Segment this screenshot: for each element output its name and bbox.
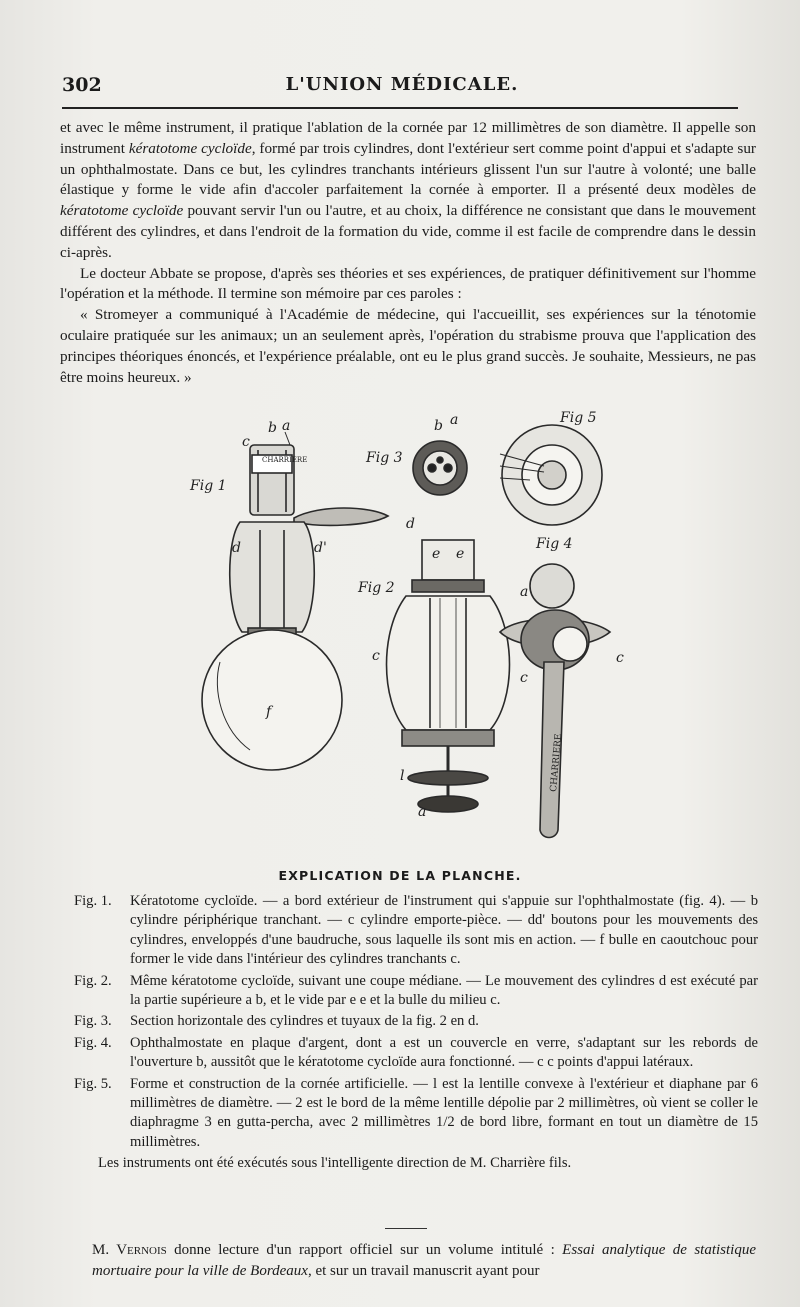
- label-c-fig1: c: [242, 434, 250, 450]
- fig5-label: Fig 5: [560, 410, 597, 426]
- fig1-label: Fig 1: [190, 478, 227, 494]
- plate-drawing: [100, 400, 700, 840]
- label-f-fig1: f: [266, 704, 272, 720]
- maker-stamp-fig4: CHARRIERE: [549, 733, 565, 793]
- fig2-label: Fig 2: [358, 580, 395, 596]
- book-title: Essai analytique de statistique mortuaire pour la ville de Bordeaux: [92, 1242, 756, 1279]
- explanation-list: [74, 892, 758, 1174]
- section-divider: [385, 1228, 427, 1229]
- label-a-fig3: a: [450, 412, 459, 428]
- label-d2-fig1: d': [314, 540, 327, 556]
- paragraph-2: Le docteur Abbate se propose, d'après ses théories et ses expériences, de pratiquer définitivement sur l'homme l'opération et la méthode. Il termine son mémoire par ces paroles :: [60, 264, 756, 303]
- article-body: [60, 118, 756, 388]
- closing-paragraph: M. Vernois donne lecture d'un rapport officiel sur un volume intitulé : Essai analytique de statistique mortuaire pour la ville de Bordeaux, et sur un travail manuscrit ayant pour: [92, 1242, 756, 1279]
- paragraph-1: et avec le même instrument, il pratique l'ablation de la cornée par 12 millimètres de son diamètre. Il appelle son instrument kératotome cycloïde, formé par trois cylindres, dont l'extérieur sert comme point d'appui et s'adapte sur un ophthalmostate. Dans ce but, les cylindres tranchants intérieurs glissent l'un sur l'autre à volonté; une balle élastique y forme le vide afin d'accoler parfaitement la cornée à emporter. Il a présenté deux modèles de kératotome cycloïde pouvant servir l'un ou l'autre, et au choix, la différence ne consistant que dans le mouvement différent des cylindres, et dans l'endroit de la formation du vide, comme il est facile de comprendre dans le dessin ci-après.: [60, 119, 756, 261]
- header-rule: [62, 107, 738, 109]
- page-header: [62, 70, 742, 100]
- label-d-fig2: d: [406, 516, 415, 532]
- explanation-item: Fig. 5. Forme et construction de la cornée artificielle. — l est la lentille convexe à l'extérieur et diaphane par 6 millimètres de diamètre. — 2 est le bord de la même lentille dépolie par 2 millimètres, où vient se coller le diaphragme 3 en gutta-percha, avec 2 millimètres 1/2 de bord libre, formant en tout un diamètre de 15 millimètres.: [74, 1075, 758, 1150]
- explanation-title: EXPLICATION DE LA PLANCHE.: [278, 868, 522, 883]
- label-e1-fig2: e: [432, 546, 441, 562]
- fig4-label: Fig 4: [536, 536, 573, 552]
- instrument-credit: Les instruments ont été exécutés sous l'intelligente direction de M. Charrière fils.: [98, 1155, 572, 1172]
- explanation-item: Fig. 1. Kératotome cycloïde. — a bord extérieur de l'instrument qui s'appuie sur l'ophthalmostate (fig. 4). — b cylindre périphérique tranchant. — c cylindre emporte-pièce. — dd' boutons pour les mouvements des cylindres, enveloppés d'une baudruche, sous laquelle ils sont mis en action. — f bulle en caoutchouc pour former le vide dans l'intérieur des cylindres tranchants c.: [74, 893, 758, 968]
- instrument-plate: [100, 400, 700, 840]
- label-d-fig1: d: [232, 540, 241, 556]
- fig4-ophthalmostate: [500, 564, 610, 838]
- fig1-keratotome: [202, 432, 388, 770]
- fig2-median-section: [387, 540, 510, 812]
- fig5-artificial-cornea: [500, 425, 602, 525]
- label-b-fig1: b: [268, 420, 277, 436]
- label-l-fig2: l: [400, 768, 405, 784]
- fig3-label: Fig 3: [366, 450, 403, 466]
- fig3-section: [413, 441, 467, 495]
- label-b-fig3: b: [434, 418, 443, 434]
- label-c2-fig4: c: [616, 650, 624, 666]
- paragraph-3-quote: « Stromeyer a communiqué à l'Académie de médecine, qui l'accueillit, ses expériences sur la ténotomie oculaire pratiquée sur les animaux; un an seulement après, l'opération du strabisme prouva que l'application des principes théoriques énoncés, et l'expérience préalable, ont eu le plus grand succès. Je souhaite, Messieurs, ne pas être moins heureux. »: [60, 306, 756, 386]
- label-a-fig4: a: [520, 584, 529, 600]
- explanation-item: Fig. 3. Section horizontale des cylindres et tuyaux de la fig. 2 en d.: [74, 1013, 479, 1030]
- label-c-fig2: c: [372, 648, 380, 664]
- label-a-fig2: a: [418, 804, 427, 820]
- explanation-item: Fig. 2. Même kératotome cycloïde, suivant une coupe médiane. — Le mouvement des cylindres d est exécuté par la partie supérieure a b, et le vide par e e et la bulle du milieu c.: [74, 972, 758, 1009]
- page-number: 302: [62, 74, 102, 96]
- speaker-name: M. Vernois: [92, 1242, 167, 1258]
- label-c-fig4: c: [520, 670, 528, 686]
- journal-title: L'UNION MÉDICALE.: [285, 74, 519, 95]
- maker-stamp-fig1: CHARRIERE: [262, 456, 308, 464]
- explanation-item: Fig. 4. Ophthalmostate en plaque d'argent, dont a est un couvercle en verre, s'adaptant sur les rebords de l'ouverture b, aussitôt que le kératotome cycloïde aura fonctionné. — c c points d'appui latéraux.: [74, 1034, 758, 1071]
- label-a-fig1: a: [282, 418, 291, 434]
- label-e2-fig2: e: [456, 546, 465, 562]
